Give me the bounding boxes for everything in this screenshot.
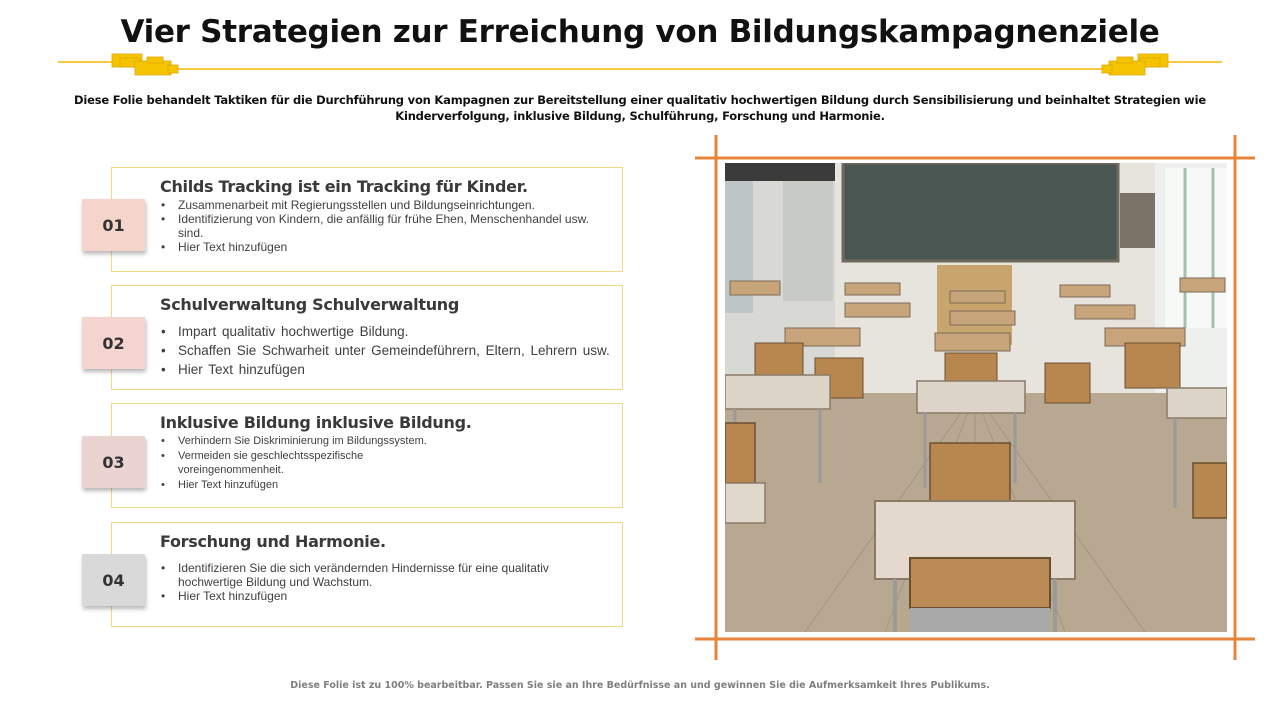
strategy-card-2 — [111, 285, 623, 390]
slide-title: Vier Strategien zur Erreichung von Bildungskampagnenziele — [120, 14, 1160, 50]
bullet-item: • Zusammenarbeit mit Regierungsstellen und Bildungseinrichtungen. — [160, 198, 615, 212]
bullet-item: • Vermeiden sie geschlechtsspezifische voreingenommenheit. — [160, 449, 460, 478]
bullet-item: • Identifizieren Sie die sich verändernden Hindernisse für eine qualitativ hochwertige Bildung und Wachstum. — [160, 561, 560, 589]
bullet-item: • Hier Text hinzufügen — [160, 478, 460, 493]
bullet-item: • Verhindern Sie Diskriminierung im Bildungssystem. — [160, 434, 460, 449]
strategy-number-badge-4: 04 — [82, 554, 145, 606]
strategy-title: Schulverwaltung Schulverwaltung — [160, 295, 460, 314]
title-divider-ornament — [0, 50, 1280, 84]
classroom-image — [725, 163, 1227, 632]
strategy-title: Childs Tracking ist ein Tracking für Kinder. — [160, 177, 528, 196]
strategy-number-badge-2: 02 — [82, 317, 145, 369]
slide-subtitle: Diese Folie behandelt Taktiken für die Durchführung von Kampagnen zur Bereitstellung einer qualitativ hochwertigen Bildung durch Sensibilisierung und beinhaltet Strategien wie Kinderverfolgung, inklusive Bildung, Schulführung, Forschung und Harmonie. — [74, 93, 1206, 123]
strategy-title: Forschung und Harmonie. — [160, 532, 386, 551]
strategy-number-badge-3: 03 — [82, 436, 145, 488]
bullet-item: • Schaffen Sie Schwarheit unter Gemeindeführern, Eltern, Lehrern usw. — [160, 341, 630, 360]
bullet-item: • Hier Text hinzufügen — [160, 360, 630, 379]
strategy-bullets — [160, 322, 630, 379]
bullet-item: • Impart qualitativ hochwertige Bildung. — [160, 322, 630, 341]
strategy-bullets — [160, 198, 615, 254]
bullet-item: • Identifizierung von Kindern, die anfällig für frühe Ehen, Menschenhandel usw. sind. — [160, 212, 615, 240]
strategy-card-4 — [111, 522, 623, 627]
strategy-bullets — [160, 434, 460, 492]
strategy-bullets — [160, 561, 560, 603]
strategy-number-badge-1: 01 — [82, 199, 145, 251]
strategy-card-3 — [111, 403, 623, 508]
slide-footer: Diese Folie ist zu 100% bearbeitbar. Passen Sie sie an Ihre Bedürfnisse an und gewinnen Sie die Aufmerksamkeit Ihres Publikums. — [290, 680, 990, 691]
strategy-title: Inklusive Bildung inklusive Bildung. — [160, 413, 472, 432]
strategy-card-1 — [111, 167, 623, 272]
bullet-item: • Hier Text hinzufügen — [160, 589, 560, 603]
bullet-item: • Hier Text hinzufügen — [160, 240, 615, 254]
